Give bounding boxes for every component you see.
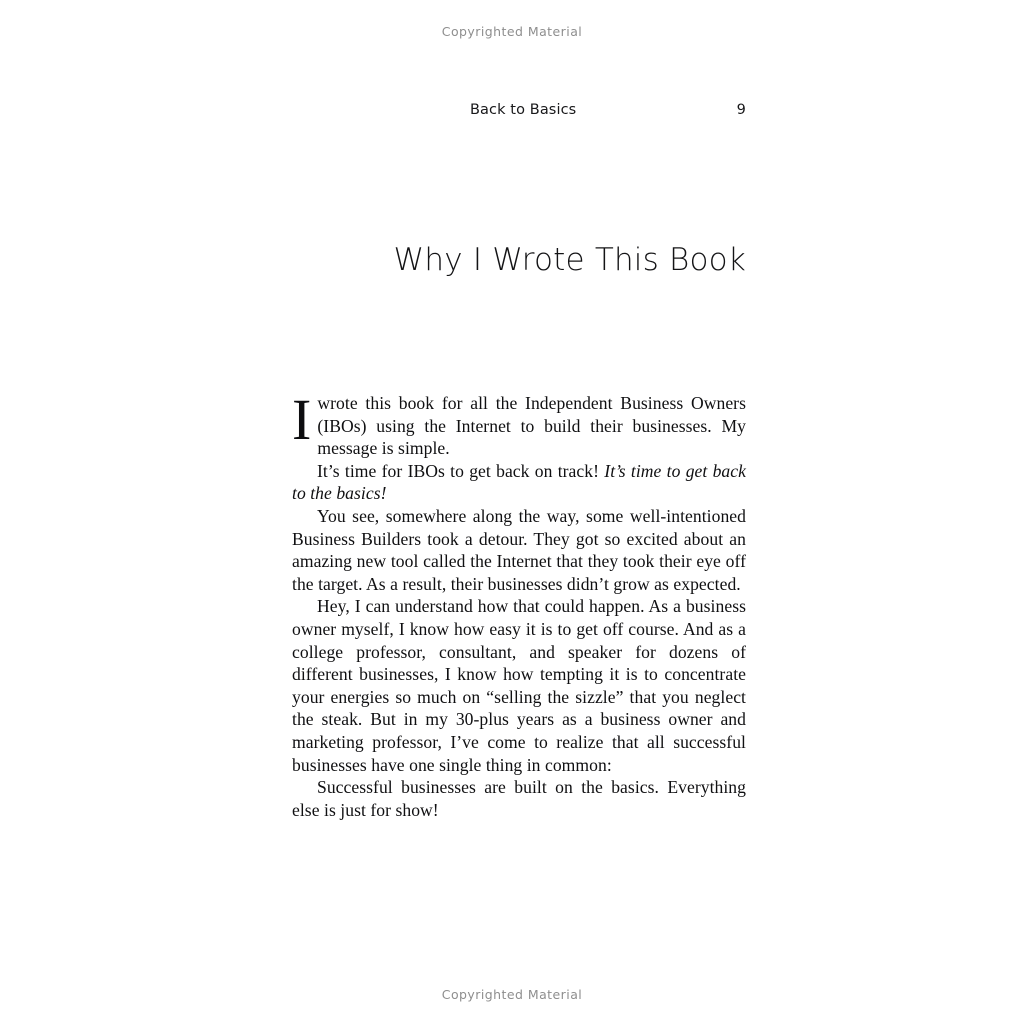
body-text-column xyxy=(292,387,746,821)
copyright-watermark-bottom: Copyrighted Material xyxy=(441,987,583,1002)
paragraph-4: Hey, I can understand how that could happen. As a business owner myself, I know how easy it is to get off course. And as a college professor, consultant, and speaker for dozens of different businesses, I know how tempting it is to concentrate your energies so much on “selling the sizzle” that you neglect the steak. But in my 30-plus years as a business owner and marketing professor, I’ve come to realize that all successful businesses have one single thing in common: xyxy=(292,596,746,775)
paragraph-2-roman: It’s time for IBOs to get back on track! xyxy=(317,460,605,481)
running-head-title: Back to Basics xyxy=(470,102,577,118)
paragraph-2-italic: It’s time to get back to the basics! xyxy=(292,460,746,504)
paragraph-2 xyxy=(292,460,746,505)
paragraph-3: You see, somewhere along the way, some well-intentioned Business Builders took a detour. They got so excited about an amazing new tool called the Internet that they took their eye off the target. As a result, their businesses didn’t grow as expected. xyxy=(292,505,746,594)
page-number: 9 xyxy=(736,102,746,118)
paragraph-5: Successful businesses are built on the basics. Everything else is just for show! xyxy=(292,777,746,820)
copyright-watermark-top: Copyrighted Material xyxy=(441,24,583,39)
running-head xyxy=(292,102,746,118)
chapter-title: Why I Wrote This Book xyxy=(393,242,746,278)
paragraph-1-text: wrote this book for all the Independent Business Owners (IBOs) using the Internet to build their businesses. My message is simple. xyxy=(317,393,746,459)
paragraph-1 xyxy=(292,387,746,460)
drop-cap: I xyxy=(292,387,312,452)
